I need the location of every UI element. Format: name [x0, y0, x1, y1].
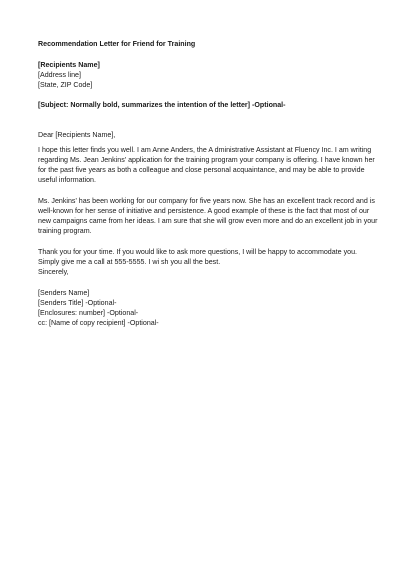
closing-line: Thank you for your time. If you would like to ask more questions, I will be happy to accommodate you. — [38, 248, 357, 256]
paragraph2-line: well-known for her sense of initiative and persistence. A good example of these is the fact that most of our — [38, 207, 370, 215]
letter-title: Recommendation Letter for Friend for Training — [38, 40, 196, 48]
enclosures-line: [Enclosures: number] -Optional- — [38, 309, 139, 317]
cc-line: cc: [Name of copy recipient] -Optional- — [38, 319, 159, 327]
sender-name: [Senders Name] — [38, 289, 90, 297]
paragraph1-line: regarding Ms. Jean Jenkins' application for the training program your company is offering. I have known her — [38, 156, 375, 164]
paragraph2-line: new campaigns came from her ideas. I am sure that she will grow even more and do an excellent job in your — [38, 217, 378, 225]
recipient-address: [Address line] — [38, 71, 81, 79]
sender-title: [Senders Title] -Optional- — [38, 299, 117, 307]
sign-off: Sincerely, — [38, 268, 69, 276]
salutation: Dear [Recipients Name], — [38, 131, 116, 139]
recipient-state-zip: [State, ZIP Code] — [38, 81, 93, 89]
subject-line: [Subject: Normally bold, summarizes the intention of the letter] -Optional- — [38, 101, 286, 109]
recipient-name: [Recipients Name] — [38, 61, 100, 69]
paragraph2-line: Ms. Jenkins' has been working for our company for five years now. She has an excellent track record and is — [38, 197, 375, 205]
paragraph1-line: useful information. — [38, 176, 96, 184]
closing-line: Simply give me a call at 555-5555. I wi sh you all the best. — [38, 258, 221, 266]
paragraph2-line: training program. — [38, 227, 92, 235]
paragraph1-line: I hope this letter finds you well. I am Anne Anders, the A dministrative Assistant at Fluency Inc. I am writing — [38, 146, 372, 154]
paragraph1-line: for the past five years as both a colleague and close personal acquaintance, and may be able to provide — [38, 166, 365, 174]
